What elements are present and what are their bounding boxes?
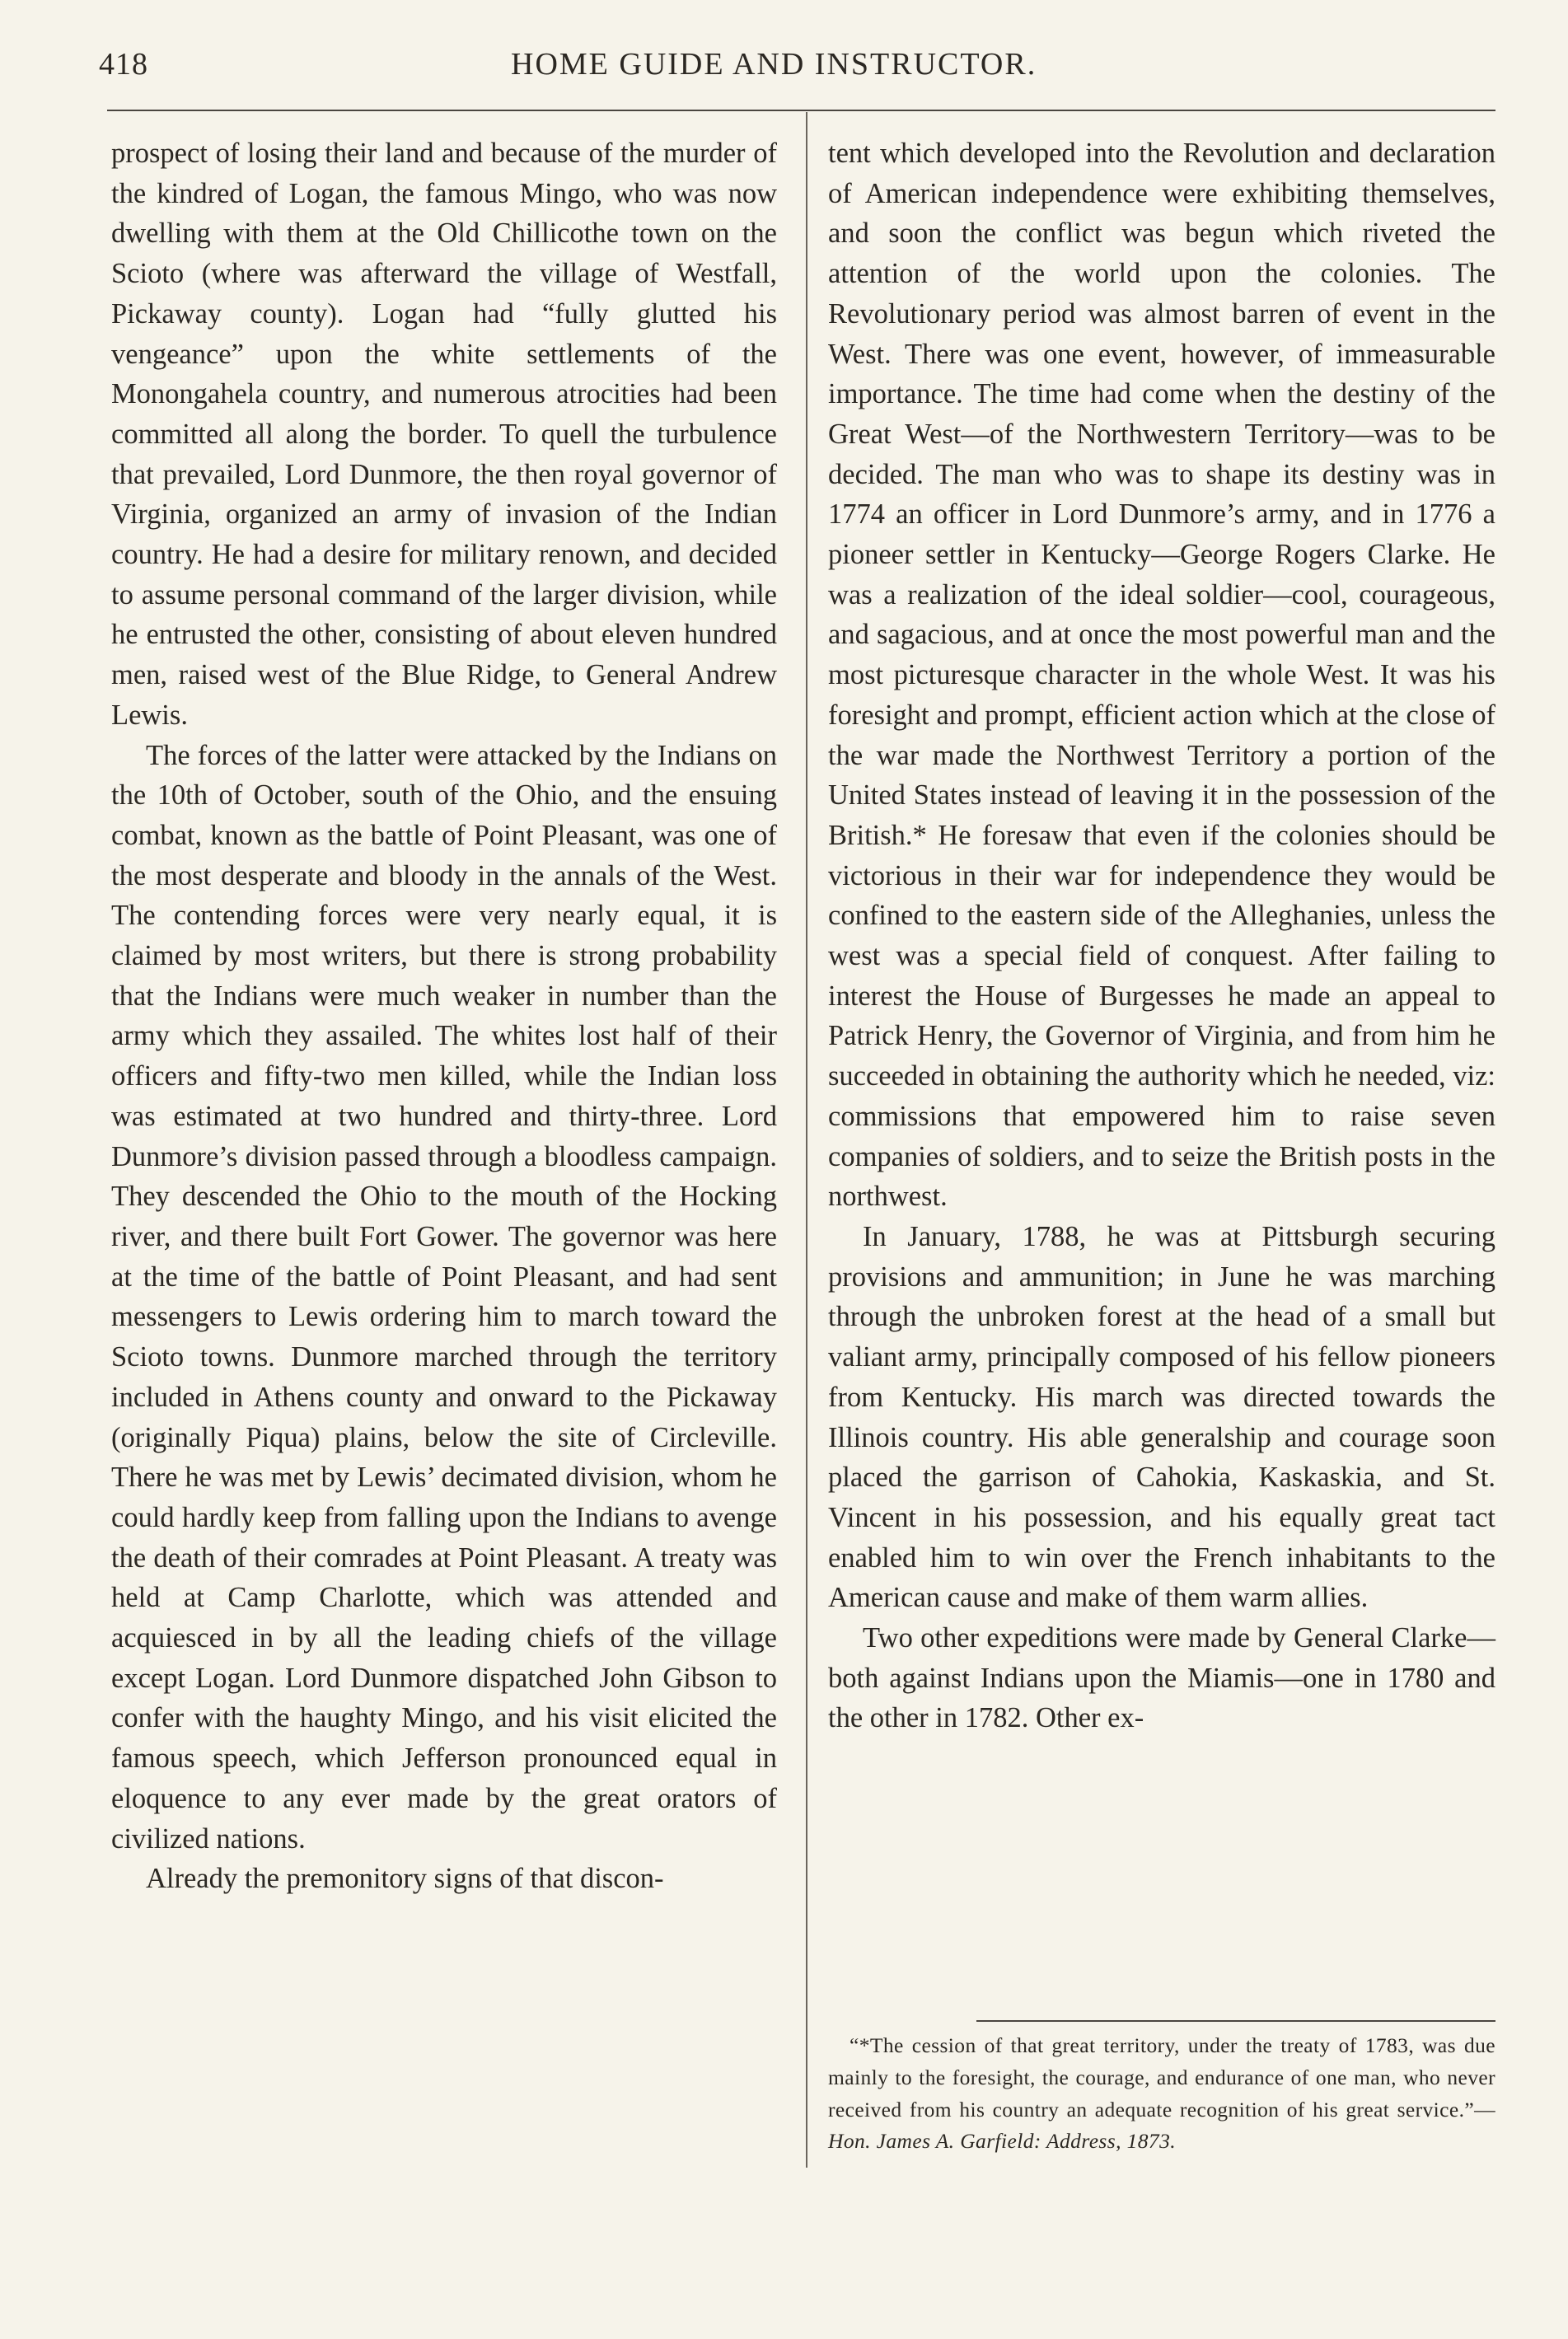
right-paragraph-2: In January, 1788, he was at Pittsburgh securing provisions and ammunition; in June he was marching through the unbroken forest at the head of a small but valiant army, principally composed of his fellow pioneers from Kentucky. His march was directed towards the Illinois country. His able generalship and courage soon placed the garrison of Cahokia, Kaskaskia, and St. Vincent in his possession, and his equally great tact enabled him to win over the French inhabitants to the American cause and make of them warm allies. (828, 1220, 1495, 1614)
right-column (828, 133, 1495, 1738)
column-divider (806, 112, 807, 2168)
left-column (111, 133, 777, 1899)
right-paragraph-1: tent which developed into the Revolution and declaration of American independence were exhibiting themselves, and soon the conflict was begun which riveted the attention of the world upon the colonies. The Revolutionary period was almost barren of event in the West. There was one event, however, of immeasurable importance. The time had come when the destiny of the Great West—of the Northwestern Territory—was to be decided. The man who was to shape its destiny was in 1774 an officer in Lord Dunmore’s army, and in 1776 a pioneer settler in Kentucky—George Rogers Clarke. He was a realization of the ideal soldier—cool, courageous, and sagacious, and at once the most powerful man and the most picturesque character in the whole West. It was his foresight and prompt, efficient action which at the close of the war made the Northwest Territory a portion of the United States instead of leaving it in the possession of the British.* He foresaw that even if the colonies should be victorious in their war for independence they would be confined to the eastern side of the Alleghanies, unless the west was a special field of conquest. After failing to interest the House of Burgesses he made an appeal to Patrick Henry, the Governor of Virginia, and from him he succeeded in obtaining the authority which he needed, viz: commissions that empowered him to raise seven companies of soldiers, and to seize the British posts in the northwest. (828, 138, 1495, 1213)
left-paragraph-2: The forces of the latter were attacked by the Indians on the 10th of October, south of the Ohio, and the ensuing combat, known as the battle of Point Pleasant, was one of the most desperate and bloody in the annals of the West. The contending forces were very nearly equal, it is claimed by most writers, but there is strong probability that the Indians were much weaker in number than the army which they assailed. The whites lost half of their officers and fifty-two men killed, while the Indian loss was estimated at two hundred and thirty-three. Lord Dunmore’s division passed through a bloodless campaign. They descended the Ohio to the mouth of the Hocking river, and there built Fort Gower. The governor was here at the time of the battle of Point Pleasant, and had sent messengers to Lewis ordering him to march toward the Scioto towns. Dunmore marched through the territory included in Athens county and onward to the Pickaway (originally Piqua) plains, below the site of Circleville. There he was met by Lewis’ decimated division, whom he could hardly keep from falling upon the Indians to avenge the death of their comrades at Point Pleasant. A treaty was held at Camp Charlotte, which was attended and acquiesced in by all the leading chiefs of the village except Logan. Lord Dunmore dispatched John Gibson to confer with the haughty Mingo, and his visit elicited the famous speech, which Jefferson pronounced equal in eloquence to any ever made by the great orators of civilized nations. (111, 739, 777, 1855)
header-rule (107, 110, 1495, 111)
page-header (99, 46, 1500, 96)
footnote-source: Hon. James A. Garfield: Address, 1873. (828, 2129, 1176, 2154)
running-head: HOME GUIDE AND INSTRUCTOR. (511, 47, 1037, 82)
left-paragraph-1: prospect of losing their land and because of the murder of the kindred of Logan, the famous Mingo, who was now dwelling with them at the Old Chillicothe town on the Scioto (where was afterward the village of Westfall, Pickaway county). Logan had “fully glutted his vengeance” upon the white settlements of the Monongahela country, and numerous atrocities had been committed all along the border. To quell the turbulence that prevailed, Lord Dunmore, the then royal governor of Virginia, organized an army of invasion of the Indian country. He had a desire for military renown, and decided to assume personal command of the larger division, while he entrusted the other, consisting of about eleven hundred men, raised west of the Blue Ridge, to General Andrew Lewis. (111, 138, 777, 731)
page-number: 418 (99, 47, 148, 82)
footnote (828, 2030, 1495, 2158)
right-paragraph-3: Two other expeditions were made by General Clarke—both against Indians upon the Miamis—one in 1780 and the other in 1782. Other ex- (828, 1622, 1495, 1734)
left-paragraph-3: Already the premonitory signs of that discon- (146, 1863, 664, 1895)
footnote-text: “*The cession of that great territory, under the treaty of 1783, was due mainly to the foresight, the courage, and endurance of one man, who never received from his country an adequate recognition of his great service.”— (828, 2033, 1495, 2121)
footnote-rule (976, 2020, 1495, 2022)
